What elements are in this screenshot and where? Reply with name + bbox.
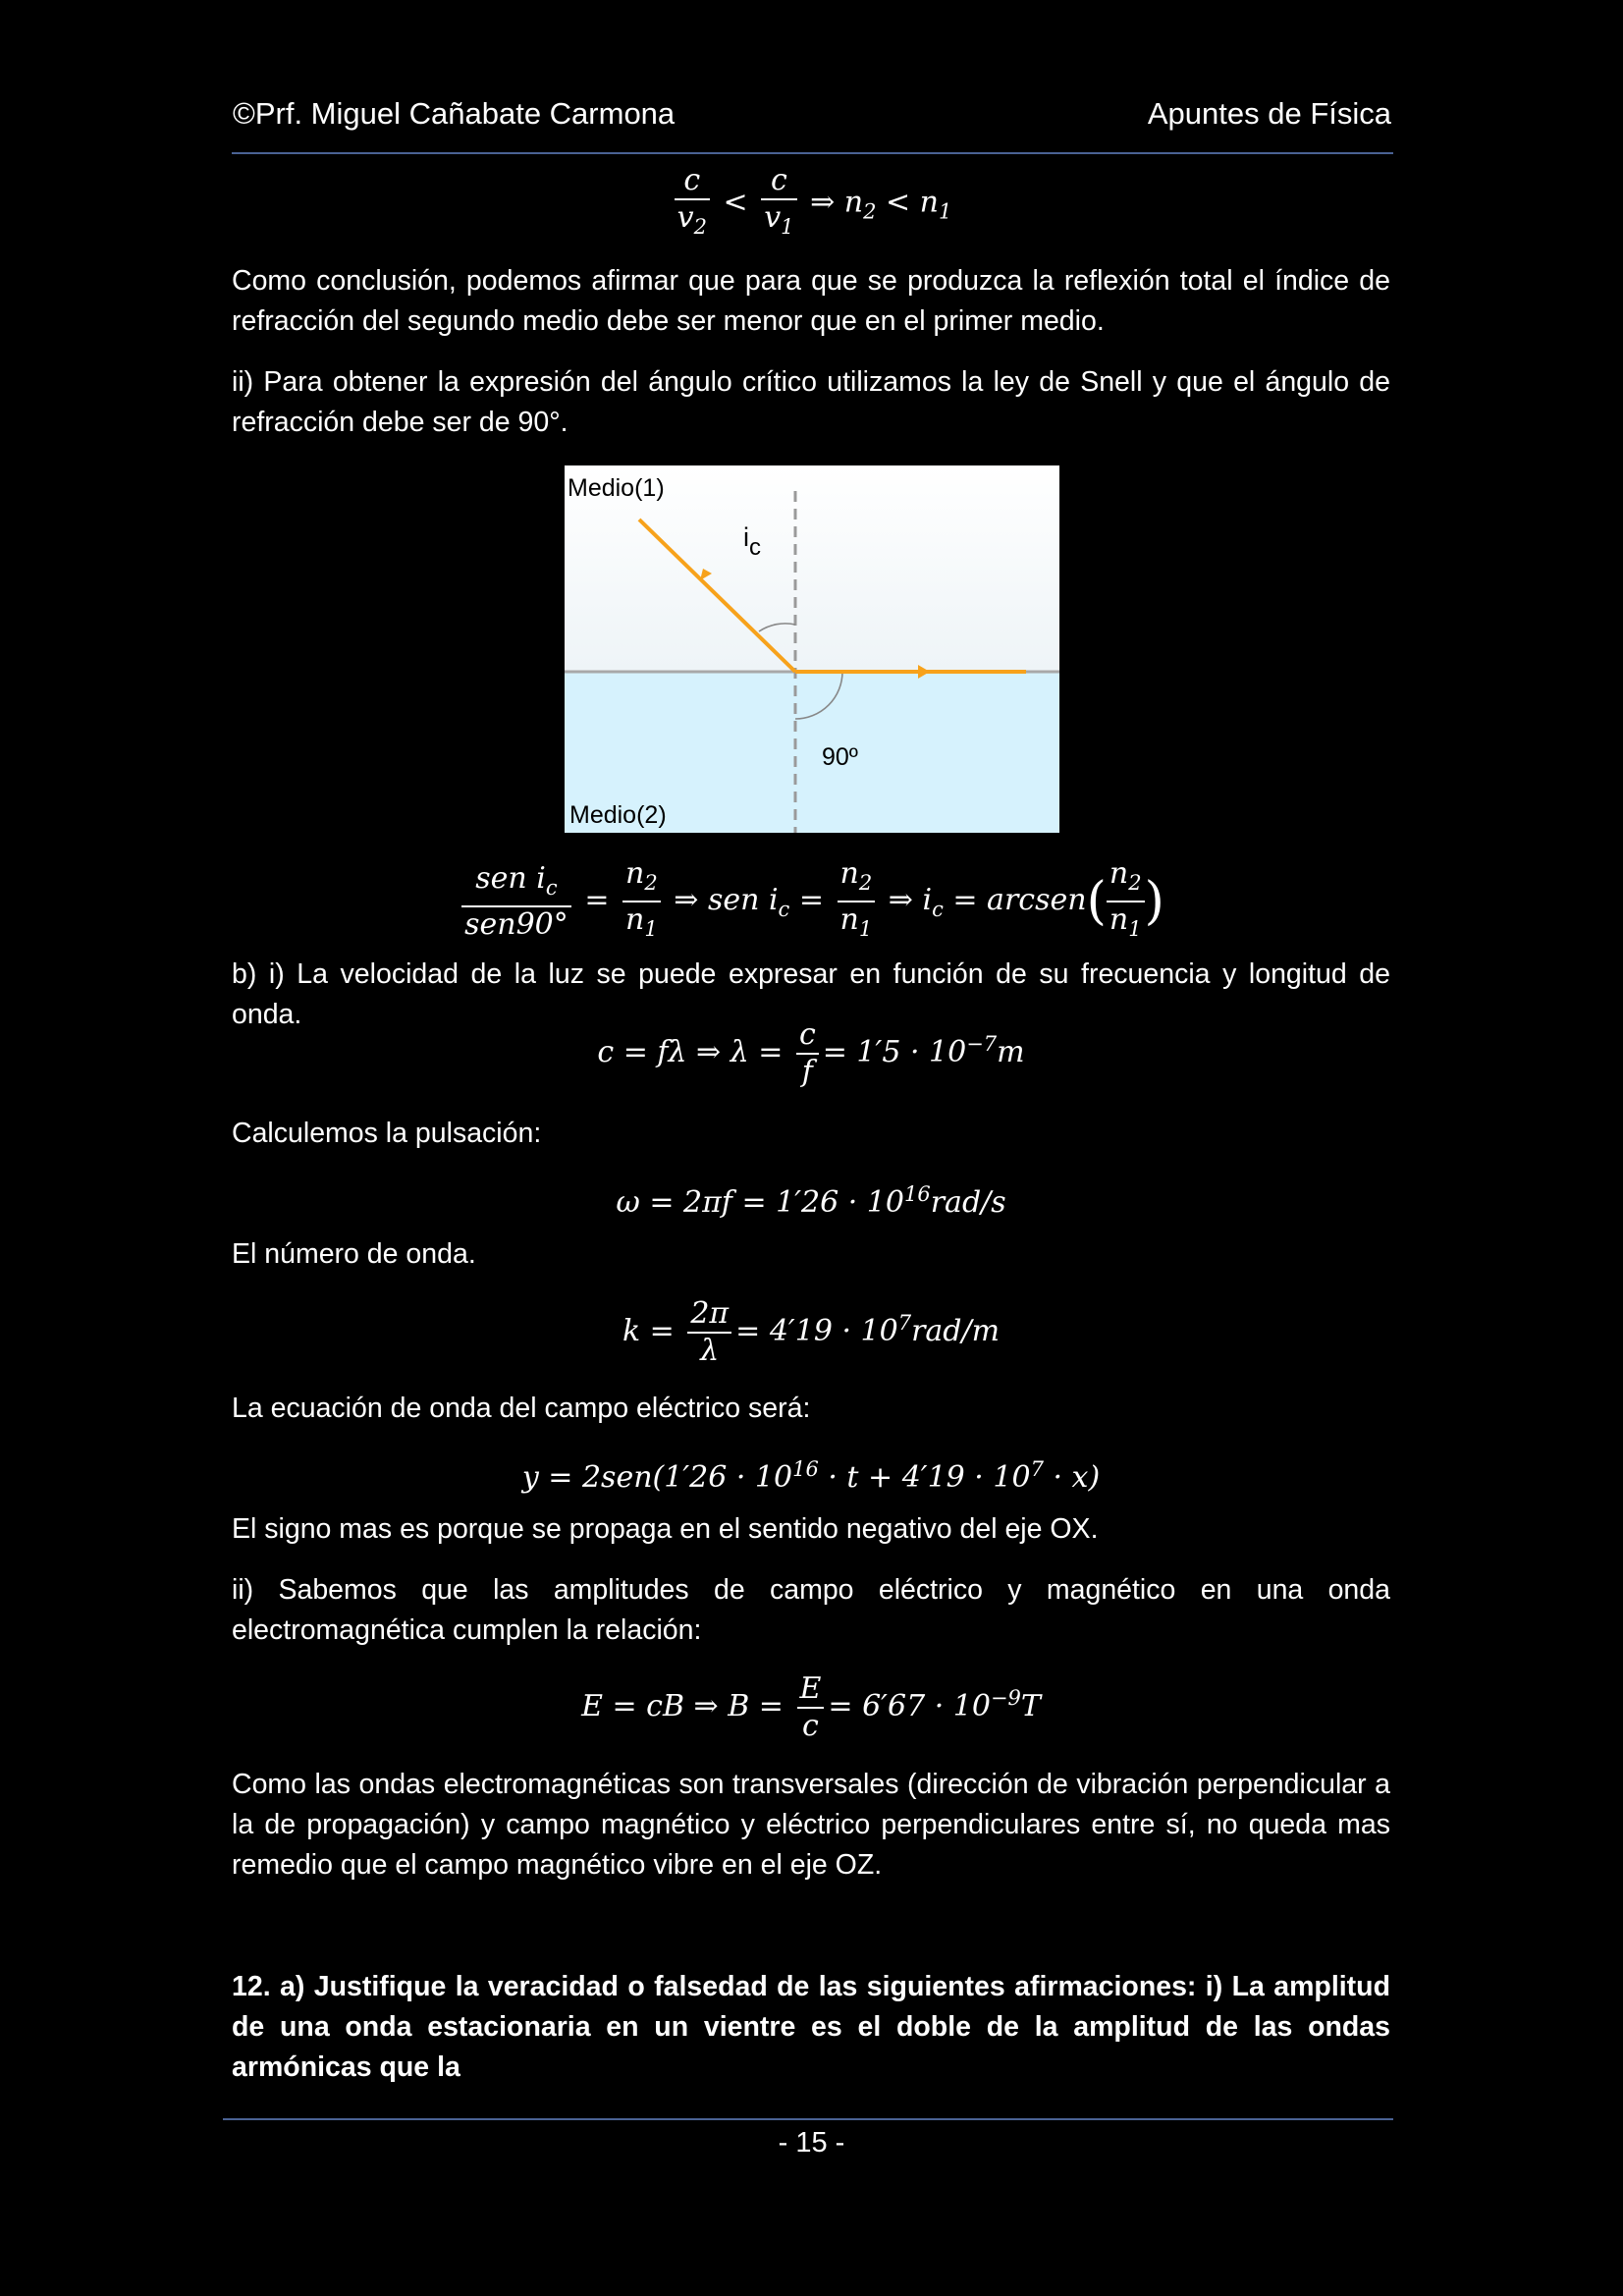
header-rule: [232, 152, 1393, 154]
paragraph-conclusion: Como conclusión, podemos afirmar que para que se produzca la reflexión total el índice de refracción del segundo medio debe ser menor que en el primer medio.: [232, 265, 1390, 337]
paragraph-light-speed: b) i) La velocidad de la luz se puede expresar en función de su frecuencia y longitud de onda.: [232, 958, 1390, 1030]
header-subject: Apuntes de Física: [1147, 96, 1391, 131]
total-reflection-diagram: [565, 465, 1059, 833]
medium-2-label: Medio(2): [569, 801, 667, 829]
fraction-c-v1: $\frac{c}{v_1}$: [761, 163, 796, 245]
header-author: ©Prf. Miguel Cañabate Carmona: [233, 96, 676, 131]
footer-rule: [223, 2118, 1393, 2120]
paragraph-sign: El signo mas es porque se propaga en el sentido negativo del eje OX.: [232, 1513, 1099, 1545]
equation-wavelength: c = fλ ⇒ λ = $\frac{c}{f}$ = $1'5 \cdot 10^{-7}m$: [597, 1017, 1025, 1089]
paragraph-pulsation: Calculemos la pulsación:: [232, 1118, 542, 1149]
paragraph-transverse: Como las ondas electromagnéticas son transversales (dirección de vibración perpendicular a la de propagación) y campo magnético y eléctrico perpendiculares entre sí, no queda mas remedio que el campo magnético vibre en el eje OZ.: [232, 1769, 1390, 1881]
question-12: 12. a) Justifique la veracidad o falsedad de las siguientes afirmaciones: i) La amplitud de una onda estacionaria en un vientre es el doble de la amplitud de las ondas armónicas que la: [232, 1971, 1390, 2083]
paragraph-wave-number: El número de onda.: [232, 1238, 476, 1270]
medium-1-label: Medio(1): [568, 474, 665, 502]
equation-index-inequality: $\frac{c}{v_2}$ < $\frac{c}{v_1}$ ⇒ $n_2 < n_1$: [232, 163, 1390, 245]
equation-magnetic-field: E = cB ⇒ B = $\frac{E}{c}$ = $6'67 \cdot 10^{-9}T$: [581, 1671, 1041, 1743]
equation-omega: $\omega = 2\pi f = 1'26 \cdot 10^{16}rad/s$: [616, 1182, 1006, 1220]
equation-k: k = $\frac{2\pi}{\lambda}$ = $4'19 \cdot 10^7rad/m$: [622, 1296, 1001, 1368]
paragraph-amplitudes: ii) Sabemos que las amplitudes de campo eléctrico y magnético en una onda electromagnética cumplen la relación:: [232, 1574, 1390, 1646]
equation-snell: $\frac{sen i_c}{\text{sen90°}}$ = $\frac{n_2}{n_1}$ ⇒ sen $i_c$ = $\frac{n_2}{n_1}$ ⇒ $i_c$ = arcsen( $\frac{n_2}{n_1}$ ): [232, 856, 1390, 947]
critical-angle-label: ic: [743, 522, 761, 561]
right-angle-label: 90º: [822, 743, 858, 771]
equation-electric-wave: $y = 2sen(1'26 \cdot 10^{16} \cdot t + 4'19 \cdot 10^7 \cdot x)$: [521, 1457, 1101, 1495]
page-number: - 15 -: [778, 2127, 845, 2159]
paragraph-wave-equation-intro: La ecuación de onda del campo eléctrico será:: [232, 1393, 811, 1424]
paragraph-critical-angle: ii) Para obtener la expresión del ángulo crítico utilizamos la ley de Snell y que el ángulo de refracción debe ser de 90°.: [232, 366, 1390, 438]
fraction-c-v2: $\frac{c}{v_2}$: [675, 163, 710, 245]
